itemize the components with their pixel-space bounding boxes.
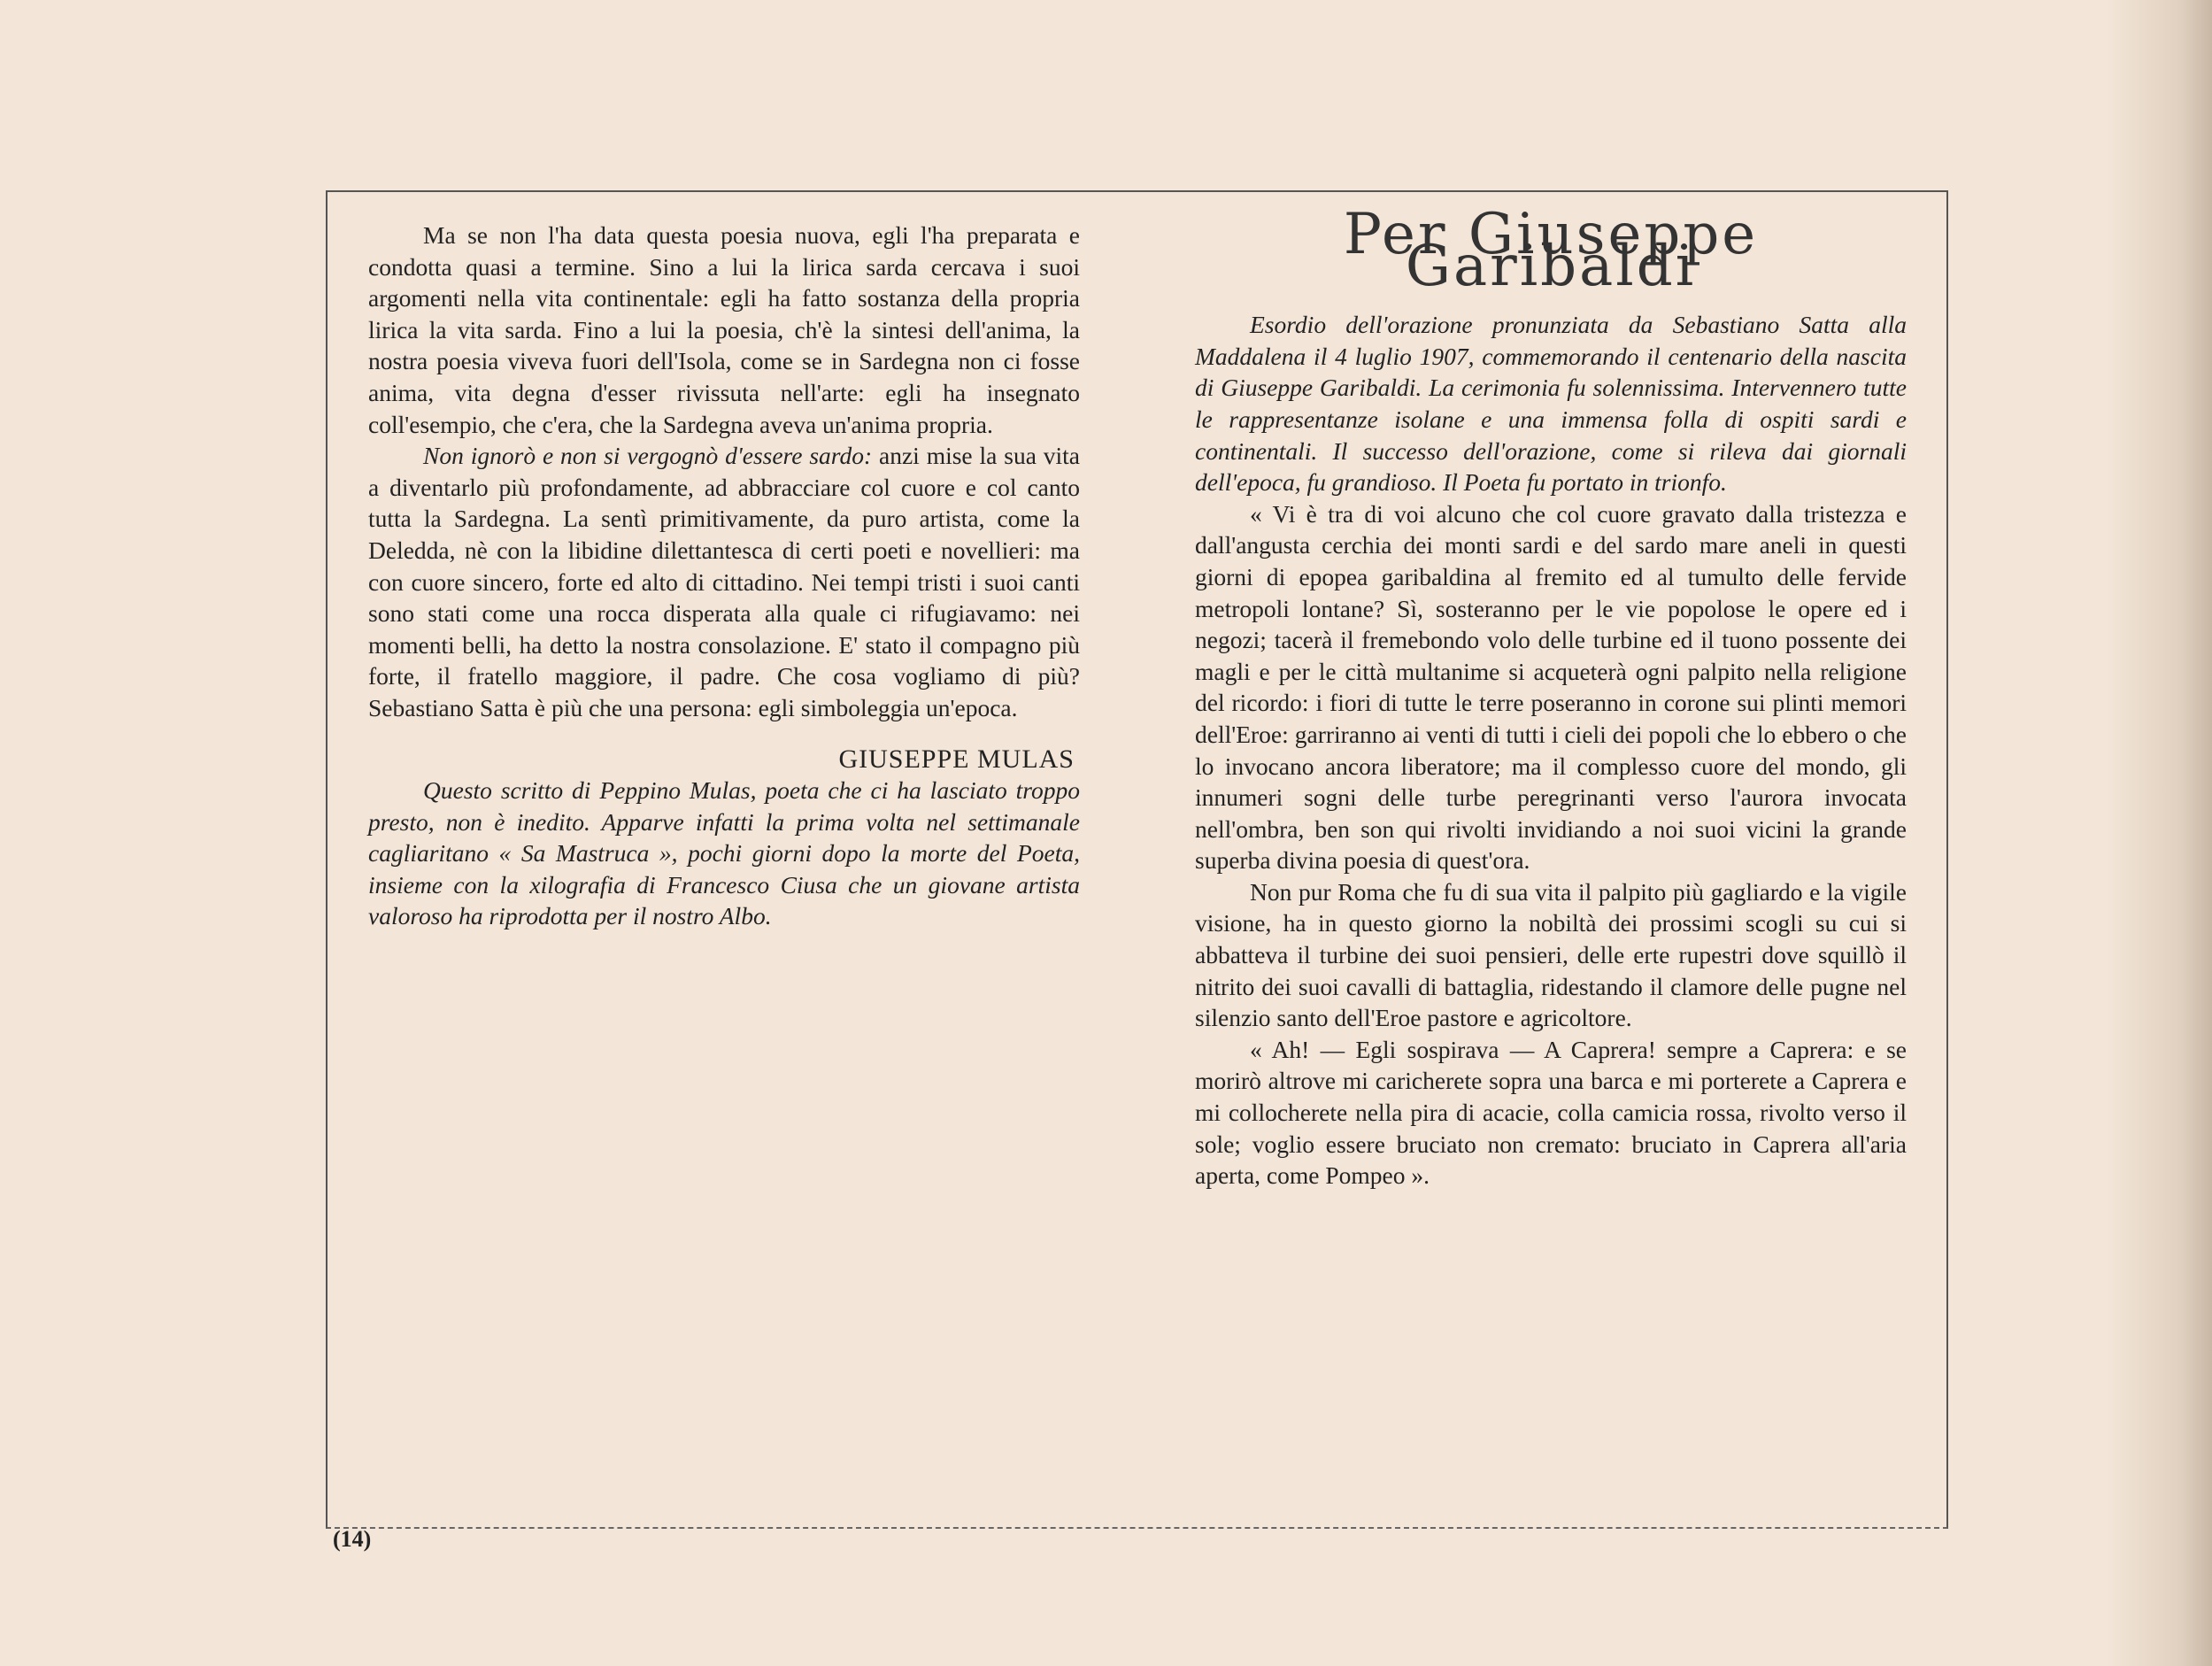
article-intro: Esordio dell'orazione pronunziata da Sebastiano Satta alla Maddalena il 4 luglio 1907, commemorando il centenario della nascita di Giuseppe Garibaldi. La cerimonia fu solennissima. Intervennero tutte le rappresentanze isolane e una immensa folla di ospiti sardi e continentali. Il successo dell'orazione, come si rileva dai giornali dell'epoca, fu grandioso. Il Poeta fu portato in trionfo. (1195, 311, 1907, 497)
left-column (368, 220, 1080, 932)
page-number: (14) (333, 1526, 372, 1552)
article-title: Per Giuseppe Garibaldi (1343, 202, 1759, 299)
editorial-note: Questo scritto di Peppino Mulas, poeta che ci ha lasciato troppo presto, non è inedito. Apparve infatti la prima volta nel settimanale cagliaritano « Sa Mastruca », pochi giorni dopo la morte del Poeta, insieme con la xilografia di Francesco Ciusa che un giovane artista valoroso ha riprodotta per il nostro Albo. (368, 776, 1080, 930)
paragraph: « Ah! — Egli sospirava — A Caprera! sempre a Caprera: e se morirò altrove mi caricherete sopra una barca e mi porterete a Caprera e mi collocherete nella pira di acacie, colla camicia rossa, rivolto verso il sole; voglio essere bruciato non cremato: bruciato in Caprera all'aria aperta, come Pompeo ». (1195, 1035, 1907, 1190)
page-edge-shadow (2106, 0, 2212, 1666)
paragraph: Non pur Roma che fu di sua vita il palpito più gagliardo e la vigile visione, ha in questo giorno la nobiltà dei prossimi scogli su cui si abbatteva il turbine dei suoi pensieri, delle erte rupestri dove squillò il nitrito dei suoi cavalli di battaglia, ridestando il clamore delle pugne nel silenzio santo dell'Eroe pastore e agricoltore. (1195, 877, 1907, 1032)
paragraph (368, 440, 1080, 723)
paragraph-text: anzi mise la sua vita a diventarlo più profondamente, ad abbracciare col cuore e col canto tutta la Sardegna. La sentì primitivamente, da puro artista, come la Deledda, nè con la libidine dilettantesca di certi poeti e novellieri: ma con cuore sincero, forte ed alto di cittadino. Nei tempi tristi i suoi canti sono stati come una rocca disperata alla quale ci rifugiavamo: nei momenti belli, ha detto la nostra consolazione. E' stato il compagno più forte, il fratello maggiore, il padre. Che cosa vogliamo di più? Sebastiano Satta è più che una persona: egli simboleggia un'epoca. (368, 442, 1081, 721)
paragraph: Ma se non l'ha data questa poesia nuova, egli l'ha preparata e condotta quasi a termine. Sino a lui la lirica sarda cercava i suoi argomenti nella vita continentale: egli ha fatto sostanza della propria lirica la vita sarda. Fino a lui la poesia, ch'è la sintesi dell'anima, la nostra poesia viveva fuori dell'Isola, come se in Sardegna non ci fosse anima, vita degna d'esser rivissuta nell'arte: egli ha insegnato coll'esempio, che c'era, che la Sardegna aveva un'anima propria. (368, 221, 1080, 438)
author-signature: GIUSEPPE MULAS (838, 744, 1075, 774)
paragraph: « Vi è tra di voi alcuno che col cuore gravato dalla tristezza e dall'angusta cerchia dei monti sardi e del sardo mare aneli in questi giorni di epopea garibaldina al fremito ed al tumulto delle fervide metropoli lontane? Sì, sosteranno per le vie popolose le opere ed i negozi; tacerà il fremebondo volo delle turbine ed il tuono possente dei magli e per le città multanime si acqueterà ogni palpito nella religione del ricordo: i fiori di tutte le terre poseranno in corone sui plinti memori dell'Eroe: garriranno ai venti di tutti i cieli dei popoli che lo ebbero o che lo invocano ancora liberatore; ma il complesso cuore del mondo, gli innumeri sogni delle turbe peregrinanti verso l'aurora invocata nell'ombra, ben son qui rivolti invidiando a noi suoi vicini la grande superba divina poesia di quest'ora. (1195, 499, 1907, 875)
right-column (1195, 202, 1907, 1192)
italic-lead: Non ignorò e non si vergognò d'essere sardo: (423, 442, 873, 470)
